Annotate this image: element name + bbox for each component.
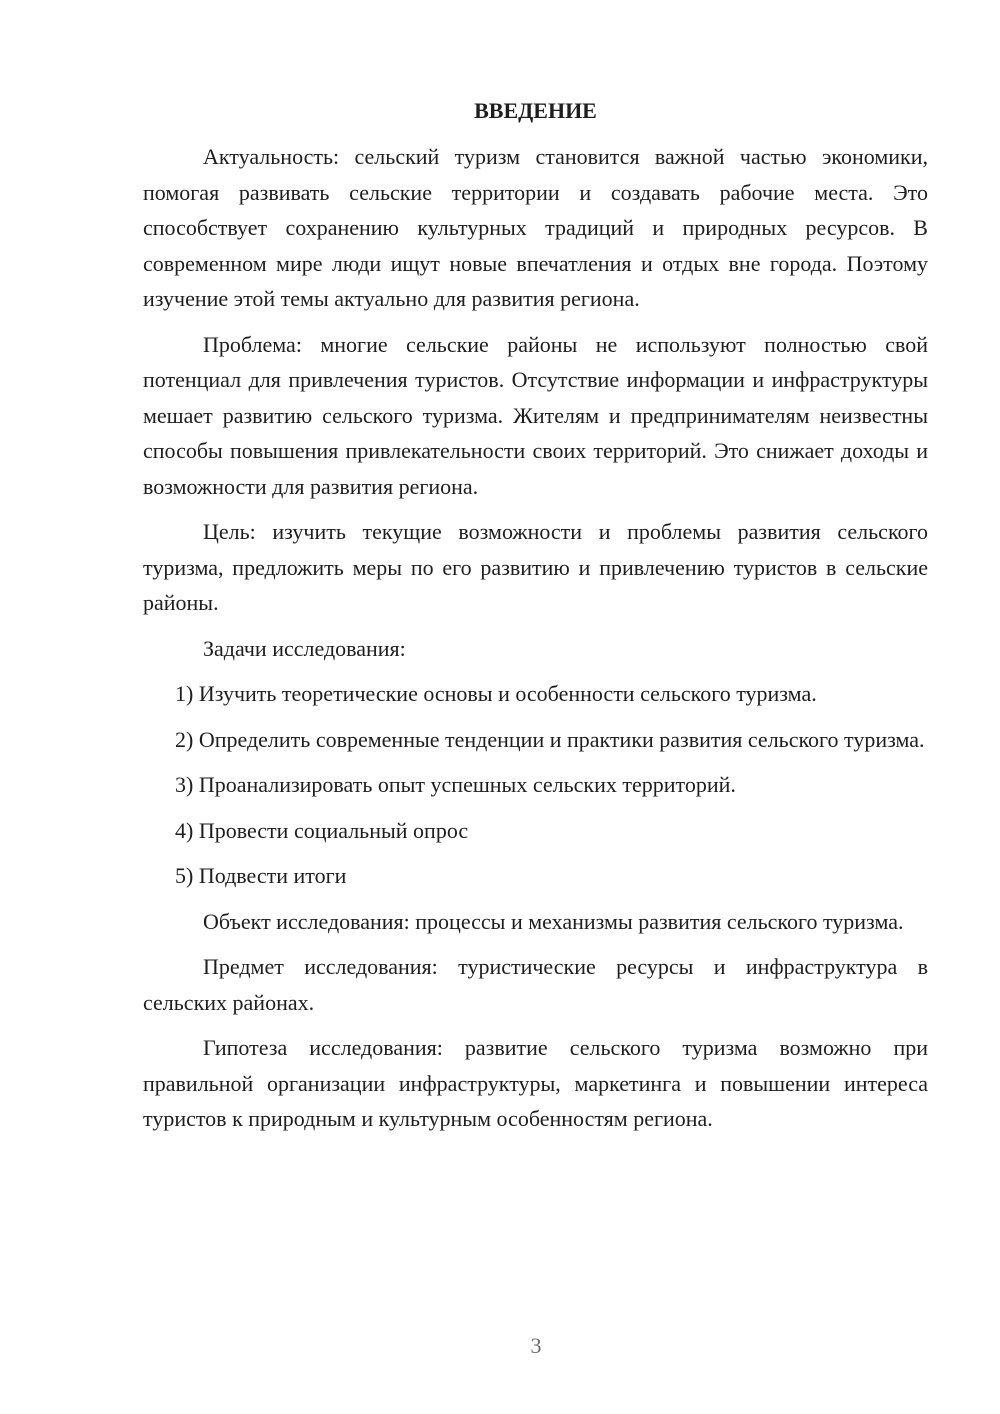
goal-paragraph: Цель: изучить текущие возможности и проблемы развития сельского туризма, предложить меры по его развитию и привлечению туристов в сельские районы. xyxy=(143,519,928,615)
hypothesis-paragraph: Гипотеза исследования: развитие сельского туризма возможно при правильной организации инфраструктуры, маркетинга и повышении интереса туристов к природным и культурным особенностям региона. xyxy=(143,1035,928,1131)
tasks-heading: Задачи исследования: xyxy=(203,635,406,661)
task-item-4: 4) Провести социальный опрос xyxy=(175,817,469,843)
relevance-paragraph: Актуальность: сельский туризм становится важной частью экономики, помогая развивать сельские территории и создавать рабочие места. Это способствует сохранению культурных традиций и природных ресурсов. В современном мире люди ищут новые впечатления и отдых вне города. Поэтому изучение этой темы актуально для развития региона. xyxy=(143,144,928,311)
page-content xyxy=(143,95,928,1147)
object-paragraph: Объект исследования: процессы и механизмы развития сельского туризма. xyxy=(203,908,904,934)
task-item-5: 5) Подвести итоги xyxy=(175,863,347,888)
task-item-2: 2) Определить современные тенденции и практики развития сельского туризма. xyxy=(175,726,925,752)
task-item-1: 1) Изучить теоретические основы и особенности сельского туризма. xyxy=(175,681,817,706)
subject-paragraph: Предмет исследования: туристические ресурсы и инфраструктура в сельских районах. xyxy=(143,954,928,1015)
problem-paragraph: Проблема: многие сельские районы не используют полностью свой потенциал для привлечения туристов. Отсутствие информации и инфраструктуры мешает развитию сельского туризма. Жителям и предпринимателям неизвестны способы повышения привлекательности своих территорий. Это снижает доходы и возможности для развития региона. xyxy=(143,331,928,499)
section-title: ВВЕДЕНИЕ xyxy=(474,98,597,123)
task-item-3: 3) Проанализировать опыт успешных сельских территорий. xyxy=(175,772,736,797)
page-number: 3 xyxy=(530,1333,542,1358)
